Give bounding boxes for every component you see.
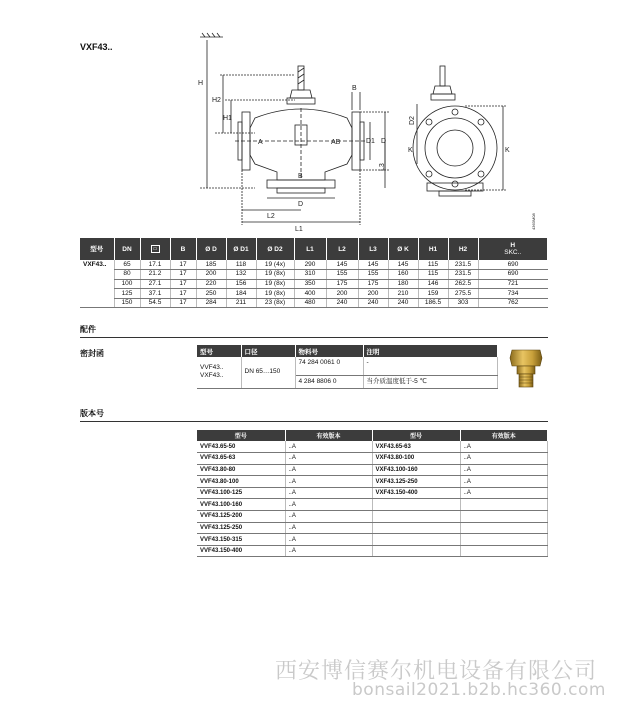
ver-empty-cell <box>372 534 460 546</box>
ver-model-cell: VVF43.65-63 <box>197 453 285 465</box>
table-row <box>80 279 548 289</box>
ver-value-cell: ..A <box>285 522 372 534</box>
acc-header-model: 型号 <box>197 345 241 357</box>
table-cell: 231.5 <box>448 260 478 270</box>
table-cell: 240 <box>388 298 418 308</box>
ver-header-row <box>197 430 548 441</box>
dim-label-d2: D2 <box>409 116 416 125</box>
ver-header-version-right: 有效版本 <box>460 430 548 441</box>
dim-label-h: H <box>198 80 204 87</box>
table-cell: 200 <box>196 270 226 280</box>
table-row <box>80 289 548 299</box>
dims-header-h-sub: SKC.. <box>504 249 522 256</box>
table-cell: 65 <box>114 260 140 270</box>
table-cell: 175 <box>358 279 388 289</box>
drawing-ref-code: 4363M08 <box>531 213 536 230</box>
table-cell: 132 <box>226 270 256 280</box>
dims-header-d2: Ø D2 <box>256 238 294 260</box>
table-cell: 200 <box>358 289 388 299</box>
port-label-b: B <box>298 173 303 180</box>
ver-value-cell: ..A <box>460 487 548 499</box>
table-cell: 762 <box>478 298 548 308</box>
table-cell: 180 <box>388 279 418 289</box>
dims-header-dn: DN <box>114 238 140 260</box>
table-row <box>80 298 548 308</box>
table-cell: 19 (8x) <box>256 289 294 299</box>
ver-value-cell: ..A <box>285 487 372 499</box>
top-reference-hatch <box>200 33 223 37</box>
accessories-heading: 配件 <box>80 325 96 334</box>
watermark-company: 西安博信赛尔机电设备有限公司 <box>275 659 598 684</box>
table-cell: 17.1 <box>140 260 170 270</box>
table-cell: 146 <box>418 279 448 289</box>
table-cell: 17 <box>170 270 196 280</box>
dims-header-h2: H2 <box>448 238 478 260</box>
ver-value-cell: ..A <box>460 464 548 476</box>
table-cell: 54.5 <box>140 298 170 308</box>
table-cell: 310 <box>294 270 326 280</box>
table-row <box>197 511 548 523</box>
dims-header-l2: L2 <box>326 238 358 260</box>
table-cell: 284 <box>196 298 226 308</box>
table-cell: 145 <box>358 260 388 270</box>
dims-model-cell: VXF43.. <box>80 260 114 308</box>
table-cell: 211 <box>226 298 256 308</box>
table-cell: 17 <box>170 279 196 289</box>
table-cell: 37.1 <box>140 289 170 299</box>
actuator-stem <box>287 66 315 104</box>
ver-model-cell: VVF43.65-50 <box>197 441 285 453</box>
ver-empty-cell <box>460 545 548 557</box>
table-cell: 231.5 <box>448 270 478 280</box>
ver-model-cell: VVF43.100-160 <box>197 499 285 511</box>
dims-header-b: B <box>170 238 196 260</box>
dims-header-l3: L3 <box>358 238 388 260</box>
acc-header-note: 注明 <box>363 345 498 357</box>
sealing-gland-label: 密封函 <box>80 349 104 358</box>
ver-empty-cell <box>460 511 548 523</box>
dims-header-h-main: H <box>510 242 516 249</box>
dims-header-d: Ø D <box>196 238 226 260</box>
dim-label-l1: L1 <box>295 226 303 233</box>
table-cell: 175 <box>326 279 358 289</box>
dim-label-h2: H2 <box>212 97 221 104</box>
acc-header-row <box>197 345 498 357</box>
acc-header-part: 物料号 <box>295 345 363 357</box>
versions-heading: 版本号 <box>80 409 104 418</box>
table-cell: 27.1 <box>140 279 170 289</box>
table-cell: 23 (8x) <box>256 298 294 308</box>
ver-model-cell: VVF43.125-200 <box>197 511 285 523</box>
dims-header-h1: H1 <box>418 238 448 260</box>
dims-header-k: Ø K <box>388 238 418 260</box>
dims-header-kvs <box>140 238 170 260</box>
table-cell: 240 <box>358 298 388 308</box>
table-cell: 400 <box>294 289 326 299</box>
table-row <box>197 441 548 453</box>
ver-value-cell: ..A <box>285 476 372 488</box>
ver-value-cell: ..A <box>460 476 548 488</box>
ver-model-cell: VXF43.65-63 <box>372 441 460 453</box>
ver-model-cell: VVF43.150-400 <box>197 545 285 557</box>
ver-value-cell: ..A <box>285 441 372 453</box>
ver-empty-cell <box>460 522 548 534</box>
table-row <box>80 270 548 280</box>
dim-label-k-left: K <box>408 147 413 154</box>
ver-value-cell: ..A <box>285 499 372 511</box>
table-cell: 17 <box>170 260 196 270</box>
table-row <box>197 545 548 557</box>
table-cell: 115 <box>418 260 448 270</box>
ver-header-model-right: 型号 <box>372 430 460 441</box>
table-cell: 19 (8x) <box>256 279 294 289</box>
ver-value-cell: ..A <box>285 464 372 476</box>
dim-label-b: B <box>352 85 357 92</box>
ver-value-cell: ..A <box>285 545 372 557</box>
dims-header-d1: Ø D1 <box>226 238 256 260</box>
table-cell: 220 <box>196 279 226 289</box>
table-row <box>197 357 498 375</box>
acc-model-cell <box>197 357 241 388</box>
table-cell: 155 <box>326 270 358 280</box>
table-cell: 125 <box>114 289 140 299</box>
table-cell: 115 <box>418 270 448 280</box>
ver-model-cell: VXF43.80-100 <box>372 453 460 465</box>
table-cell: 19 (8x) <box>256 270 294 280</box>
ver-model-cell: VXF43.100-160 <box>372 464 460 476</box>
ver-value-cell: ..A <box>285 511 372 523</box>
acc-header-size: 口径 <box>241 345 295 357</box>
table-row <box>197 476 548 488</box>
table-cell: 185 <box>196 260 226 270</box>
ver-empty-cell <box>372 499 460 511</box>
accessories-table <box>197 345 498 389</box>
versions-table <box>197 430 548 557</box>
dims-header-h <box>478 238 548 260</box>
table-cell: 210 <box>388 289 418 299</box>
ver-model-cell: VXF43.125-250 <box>372 476 460 488</box>
acc-note-cell: - <box>363 357 498 375</box>
table-cell: 480 <box>294 298 326 308</box>
table-cell: 80 <box>114 270 140 280</box>
ver-model-cell: VVF43.100-125 <box>197 487 285 499</box>
dim-label-h1: H1 <box>223 115 232 122</box>
ver-empty-cell <box>372 511 460 523</box>
acc-part-cell: 4 284 8806 0 <box>295 375 363 388</box>
page-title: VXF43.. <box>80 42 113 52</box>
ver-value-cell: ..A <box>460 441 548 453</box>
dim-label-l3: L3 <box>379 163 386 171</box>
table-cell: 200 <box>326 289 358 299</box>
table-cell: 17 <box>170 289 196 299</box>
dims-header-model: 型号 <box>80 238 114 260</box>
dim-label-d-right: D <box>381 138 387 145</box>
ver-header-version-left: 有效版本 <box>285 430 372 441</box>
dims-header-row <box>80 238 548 260</box>
ver-value-cell: ..A <box>285 534 372 546</box>
valve-dimension-drawing <box>195 30 545 235</box>
ver-value-cell: ..A <box>460 453 548 465</box>
ver-header-model-left: 型号 <box>197 430 285 441</box>
table-cell: 690 <box>478 270 548 280</box>
table-cell: 145 <box>326 260 358 270</box>
table-cell: 184 <box>226 289 256 299</box>
ver-model-cell: VVF43.150-315 <box>197 534 285 546</box>
table-row <box>197 522 548 534</box>
ver-empty-cell <box>460 499 548 511</box>
table-cell: 186.5 <box>418 298 448 308</box>
table-cell: 721 <box>478 279 548 289</box>
table-cell: 145 <box>388 260 418 270</box>
dim-label-l2: L2 <box>267 213 275 220</box>
ver-empty-cell <box>372 522 460 534</box>
table-cell: 350 <box>294 279 326 289</box>
port-label-ab: AB <box>331 139 341 146</box>
acc-part-cell: 74 284 0061 0 <box>295 357 363 375</box>
ver-model-cell: VXF43.150-400 <box>372 487 460 499</box>
ver-value-cell: ..A <box>285 453 372 465</box>
table-cell: 303 <box>448 298 478 308</box>
table-cell: 690 <box>478 260 548 270</box>
accessories-divider <box>80 337 548 338</box>
table-cell: 250 <box>196 289 226 299</box>
acc-model-line-1: VVF43.. <box>200 364 224 372</box>
table-cell: 150 <box>114 298 140 308</box>
ver-model-cell: VVF43.80-100 <box>197 476 285 488</box>
port-label-a: A <box>258 139 263 146</box>
table-row <box>197 453 548 465</box>
table-cell: 160 <box>388 270 418 280</box>
sealing-gland-photo <box>508 346 544 390</box>
dim-label-d1: D1 <box>366 138 375 145</box>
valve-body <box>235 108 367 193</box>
ver-model-cell: VVF43.125-250 <box>197 522 285 534</box>
table-cell: 19 (4x) <box>256 260 294 270</box>
kvs-icon: ▭ <box>151 245 160 253</box>
watermark-url: bonsail2021.b2b.hc360.com <box>352 680 606 700</box>
dims-header-l1: L1 <box>294 238 326 260</box>
table-row <box>197 464 548 476</box>
valve-side-view <box>413 66 497 196</box>
table-cell: 290 <box>294 260 326 270</box>
table-cell: 17 <box>170 298 196 308</box>
acc-note-cell: 当介质温度低于-5 ℃ <box>363 375 498 388</box>
table-cell: 156 <box>226 279 256 289</box>
acc-model-line-2: VXF43.. <box>200 372 224 380</box>
table-cell: 262.5 <box>448 279 478 289</box>
table-cell: 734 <box>478 289 548 299</box>
table-cell: 275.5 <box>448 289 478 299</box>
acc-size-cell: DN 65…150 <box>241 357 295 388</box>
table-cell: 240 <box>326 298 358 308</box>
table-cell: 100 <box>114 279 140 289</box>
table-row <box>80 260 548 270</box>
ver-empty-cell <box>372 545 460 557</box>
table-cell: 21.2 <box>140 270 170 280</box>
table-cell: 118 <box>226 260 256 270</box>
dimensions-table <box>80 238 548 308</box>
dim-label-k-right: K <box>505 147 510 154</box>
table-row <box>197 499 548 511</box>
ver-model-cell: VVF43.80-80 <box>197 464 285 476</box>
table-row <box>197 534 548 546</box>
table-row <box>197 487 548 499</box>
versions-divider <box>80 421 548 422</box>
table-cell: 155 <box>358 270 388 280</box>
table-cell: 159 <box>418 289 448 299</box>
dim-label-d-bottom: D <box>298 201 304 208</box>
dims-table-body <box>80 260 548 308</box>
ver-empty-cell <box>460 534 548 546</box>
